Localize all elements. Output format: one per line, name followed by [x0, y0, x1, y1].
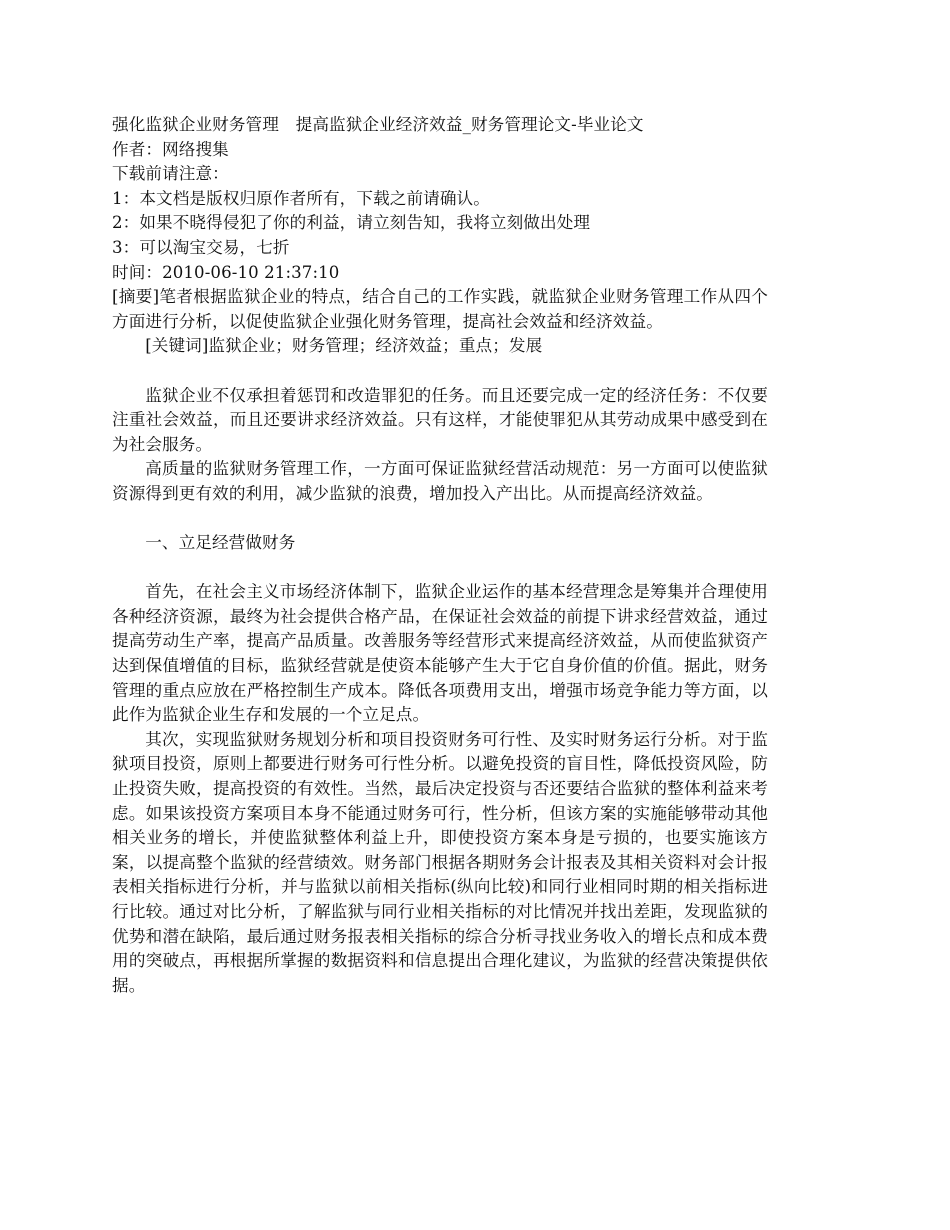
document-title: 强化监狱企业财务管理 提高监狱企业经济效益_财务管理论文-毕业论文 — [112, 115, 644, 134]
timestamp-line: 时间：2010-06-10 21:37:10 — [112, 262, 340, 282]
abstract-paragraph: [摘要]笔者根据监狱企业的特点，结合自己的工作实践，就监狱企业财务管理工作从四个方面进行分析，以促使监狱企业强化财务管理，提高社会效益和经济效益。 — [112, 287, 768, 331]
intro-paragraph-2: 高质量的监狱财务管理工作，一方面可保证监狱经营活动规范：另一方面可以使监狱资源得到更有效的利用，减少监狱的浪费，增加投入产出比。从而提高经济效益。 — [112, 459, 768, 503]
keywords-line: [关键词]监狱企业；财务管理；经济效益；重点；发展 — [145, 336, 543, 356]
notice-heading: 下载前请注意： — [112, 164, 229, 184]
notice-item-2: 2：如果不晓得侵犯了你的利益，请立刻告知，我将立刻做出处理 — [112, 213, 591, 233]
blank-line — [112, 507, 768, 532]
notice-item-1: 1：本文档是版权归原作者所有，下载之前请确认。 — [112, 188, 490, 208]
blank-line — [112, 359, 768, 384]
section-1-paragraph-1: 首先，在社会主义市场经济体制下，监狱企业运作的基本经营理念是筹集并合理使用各种经济资源，最终为社会提供合格产品，在保证社会效益的前提下讲求经营效益，通过提高劳动生产率，提高产品质量。改善服务等经营形式来提高经济效益，从而使监狱资产达到保值增值的目标，监狱经营就是使资本能够产生大于它自身价值的价值。据此，财务管理的重点应放在严格控制生产成本。降低各项费用支出，增强市场竞争能力等方面，以此作为监狱企业生存和发展的一个立足点。 — [112, 582, 768, 725]
notice-item-3: 3：可以淘宝交易，七折 — [112, 237, 290, 257]
document-page — [112, 113, 768, 998]
section-1-paragraph-2: 其次，实现监狱财务规划分析和项目投资财务可行性、及实时财务运行分析。对于监狱项目投资，原则上都要进行财务可行性分析。以避免投资的盲目性，降低投资风险，防止投资失败，提高投资的有效性。当然，最后决定投资与否还要结合监狱的整体利益来考虑。如果该投资方案项目本身不能通过财务可行，性分析，但该方案的实施能够带动其他相关业务的增长，并使监狱整体利益上升，即使投资方案本身是亏损的，也要实施该方案，以提高整个监狱的经营绩效。财务部门根据各期财务会计报表及其相关资料对会计报表相关指标进行分析，并与监狱以前相关指标(纵向比较)和同行业相同时期的相关指标进行比较。通过对比分析，了解监狱与同行业相关指标的对比情况并找出差距，发现监狱的优势和潜在缺陷，最后通过财务报表相关指标的综合分析寻找业务收入的增长点和成本费用的突破点，再根据所掌握的数据资料和信息提出合理化建议，为监狱的经营决策提供依据。 — [112, 729, 768, 995]
author-line: 作者：网络搜集 — [112, 139, 229, 159]
section-1-heading: 一、立足经营做财务 — [145, 533, 296, 553]
blank-line — [112, 556, 768, 581]
intro-paragraph-1: 监狱企业不仅承担着惩罚和改造罪犯的任务。而且还要完成一定的经济任务：不仅要注重社会效益，而且还要讲求经济效益。只有这样，才能使罪犯从其劳动成果中感受到在为社会服务。 — [112, 385, 768, 454]
